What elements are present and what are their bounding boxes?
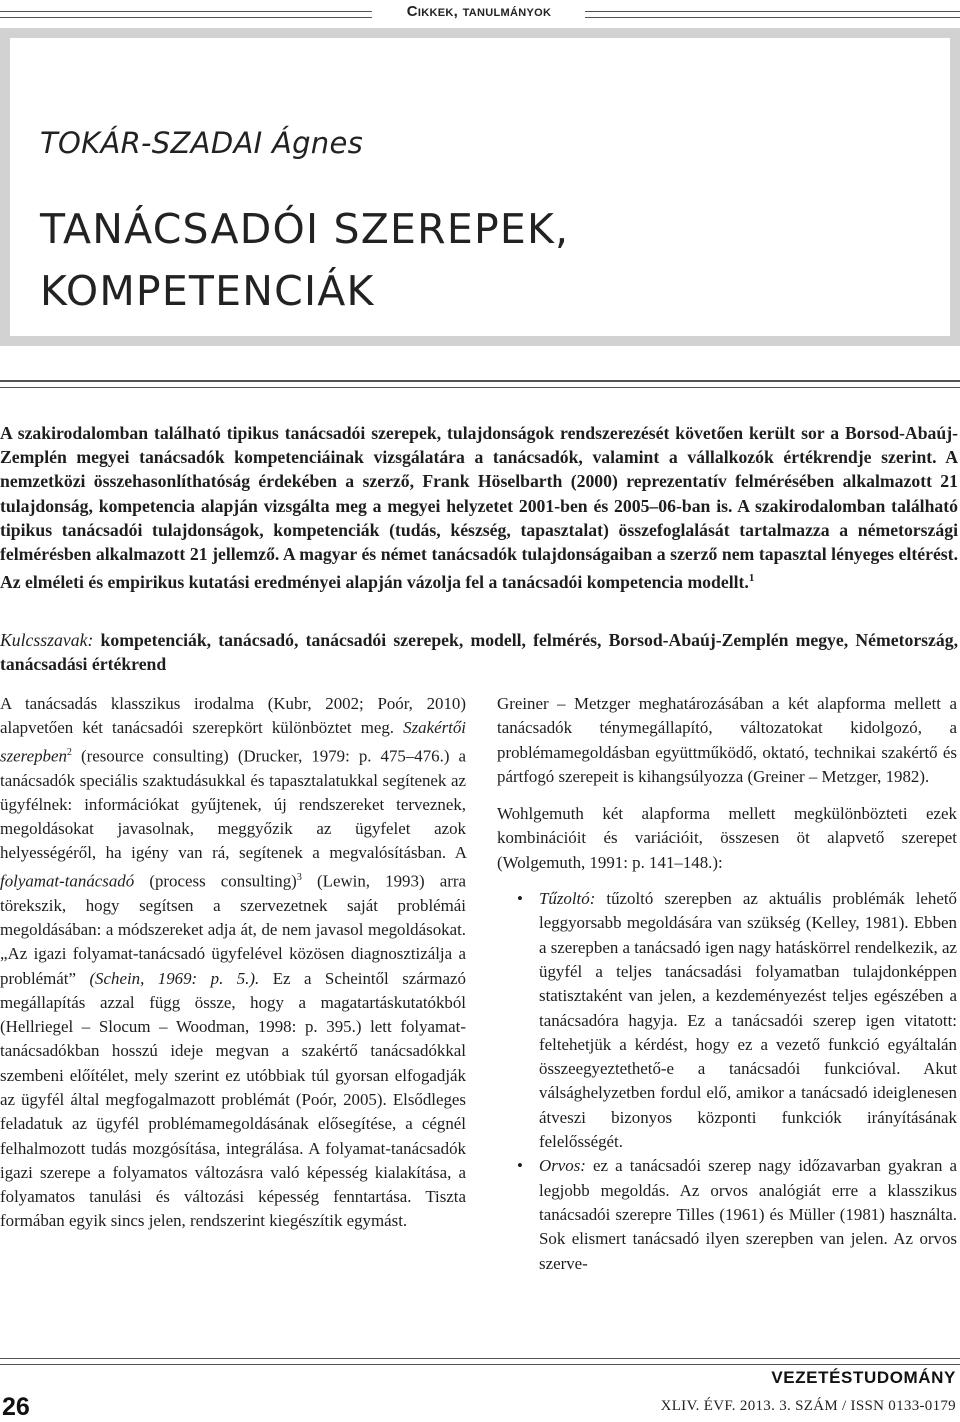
body-column-right (497, 692, 957, 1276)
keywords-label: Kulcsszavak: (0, 630, 94, 650)
text-run: A tanácsadás klasszikus irodalma (Kubr, 2002; Poór, 2010) alapvetően két tanácsadói szerepkört különböztet meg. (0, 694, 466, 738)
abstract (0, 421, 958, 594)
role-list (497, 887, 957, 1276)
text-run: (process consulting) (149, 871, 297, 891)
title-divider (0, 380, 960, 388)
header-rule-left (0, 11, 372, 18)
title-box-inner (10, 38, 950, 336)
list-text: tűzoltó szerepben az aktuális problémák lehető leggyorsabb megoldására van szükség (Kelley, 1981). Ebben a szerepben a tanácsadó igen nagy hatáskörrel rendelkezik, az ügyfél a teljes tanácsadási folyamatban tulajdonképpen statisztaként van jelen, a kezdeményezést teljes egészében a tanácsadóra hagyja. Ez a tanácsadói szerep igen vitatott: feltehetjük a kérdést, hogy ez a vezető funkció egyáltalán összeegyeztethető-e a tanácsadói funkcióval. Akut válsághelyzetben fordul elő, amikor a tanácsadó ideiglenesen átveszi bizonyos központi funkciók irányításának felelősségét. (539, 889, 958, 1152)
text-run: (Lewin, 1993) arra törekszik, hogy segítsen a szervezetnek saját problémái megoldásában: a módszereket adja át, de nem javasol megoldásokat. „Az igazi folyamat-tanácsadó ügyfelével közösen diagnosztizálja a problémát” (0, 871, 466, 988)
emphasis-text: Szakértői szerepben (0, 718, 466, 766)
running-head (0, 3, 960, 25)
keywords (0, 628, 958, 676)
text-run: Ez a Scheintől származó megállapítás azzal függ össze, hogy a magatartáskutatókból (Hellriegel – Slocum – Woodman, 1998: p. 395.) lett folyamat-tanácsadókban hosszú ideje megvan a szakértő tanácsadókkal szembeni előítélet, mely szerint ez utóbbiak túl gyorsan elfogadják az ügyfél által megfogalmazott problémát (Poór, 2005). Elsődleges feladatuk az ügyfél problémamegoldásának elősegítése, a cégnél felhalmozott tudás mozgósítása, integrálása. A folyamat-tanácsadók igazi szerepe a folyamatos változásra való képesség kialakítása, a folyamatos tanulási és változási képesség fenntartása. Tiszta formában egyik sincs jelen, rendszerint kiegészítik egymást. (0, 968, 466, 1231)
text-run: (resource consulting) (Drucker, 1979: p. 475–476.) a tanácsadók speciális szaktudásukkal és tapasztalatukkal segítenek az ügyfélnek: információkat gyűjtenek, új rendszereket terveznek, megoldásokat javasolnak, meggyőzik az ügyfelet azok helyességéről, ha igény van rá, segítenek a megvalósításban. A (0, 746, 466, 863)
title-box (0, 28, 960, 346)
list-item (497, 887, 957, 1154)
page-number: 26 (2, 1393, 30, 1421)
list-text: ez a tanácsadói szerep nagy időzavarban gyakran a legjobb megoldás. Az orvos analógiát erre a klasszikus tanácsadói szerepre Tilles (1961) és Müller (1981) használta. Sok elismert tanácsadó ilyen szerepben van jelen. Az orvos szerve- (539, 1156, 957, 1273)
title-line-2: KOMPETENCIÁK (40, 267, 375, 315)
bullet-icon: • (517, 1156, 523, 1176)
article-title (40, 198, 569, 322)
section-label: Cikkek, tanulmányok (406, 3, 552, 20)
footnote-ref: 3 (296, 871, 302, 883)
emphasis-text: (Schein, 1969: p. 5.). (89, 968, 260, 988)
bullet-icon: • (517, 889, 523, 909)
list-item (497, 1154, 957, 1275)
footer-rule (0, 1358, 960, 1365)
emphasis-text: folyamat-tanácsadó (0, 871, 135, 891)
list-term: Tűzoltó: (539, 889, 596, 909)
issue-info: XLIV. ÉVF. 2013. 3. SZÁM / ISSN 0133-0179 (660, 1398, 956, 1414)
footnote-ref: 2 (66, 746, 72, 758)
list-term: Orvos: (539, 1156, 586, 1176)
keywords-text: kompetenciák, tanácsadó, tanácsadói szerepek, modell, felmérés, Borsod-Abaúj-Zemplén megye, Németország, tanácsadási értékrend (0, 630, 959, 675)
header-rule-right (585, 11, 960, 18)
author-name: TOKÁR-SZADAI Ágnes (40, 126, 364, 160)
abstract-text: A szakirodalomban található tipikus tanácsadói szerepek, tulajdonságok rendszerezését követően került sor a Borsod-Abaúj-Zemplén megyei tanácsadók kompetenciáinak vizsgálatára a tanácsadók, valamint a vállalkozók értékrendje szerint. A nemzetközi összehasonlíthatóság érdekében a szerző, Frank Höselbarth (2000) reprezentatív felmérésében alkalmazott 21 tulajdonság, kompetencia alapján vizsgálta meg a megyei helyzetet 2001-ben és 2005–06-ban is. A szakirodalomban található tipikus tanácsadói tulajdonságok, kompetenciák (tudás, készség, tapasztalat) összefoglalását tartalmazza a németországi felmérésben alkalmazott 21 jellemző. A magyar és német tanácsadók tulajdonságaiban a szerző nem tapasztal lényeges eltérést. Az elméleti és empirikus kutatási eredményei alapján vázolja fel a tanácsadói kompetencia modellt. (0, 423, 958, 593)
body-column-left (0, 692, 466, 1234)
body-paragraph: Wohlgemuth két alapforma mellett megkülönbözteti ezek kombinációit és variációit, összesen öt alapvető szerepet (Wolgemuth, 1991: p. 141–148.): (497, 804, 957, 872)
body-paragraph (0, 692, 466, 1234)
title-line-1: TANÁCSADÓI SZEREPEK, (40, 205, 570, 253)
body-paragraph: Greiner – Metzger meghatározásában a két alapforma mellett a tanácsadók ténymegállapító, változatokat kidolgozó, a problémamegoldásban együttműködő, oktató, technikai szakértő és pártfogó szerepeit is kihangsúlyozza (Greiner – Metzger, 1982). (497, 694, 957, 786)
abstract-footnote: 1 (748, 572, 755, 585)
journal-name: VEZETÉSTUDOMÁNY (771, 1368, 956, 1387)
